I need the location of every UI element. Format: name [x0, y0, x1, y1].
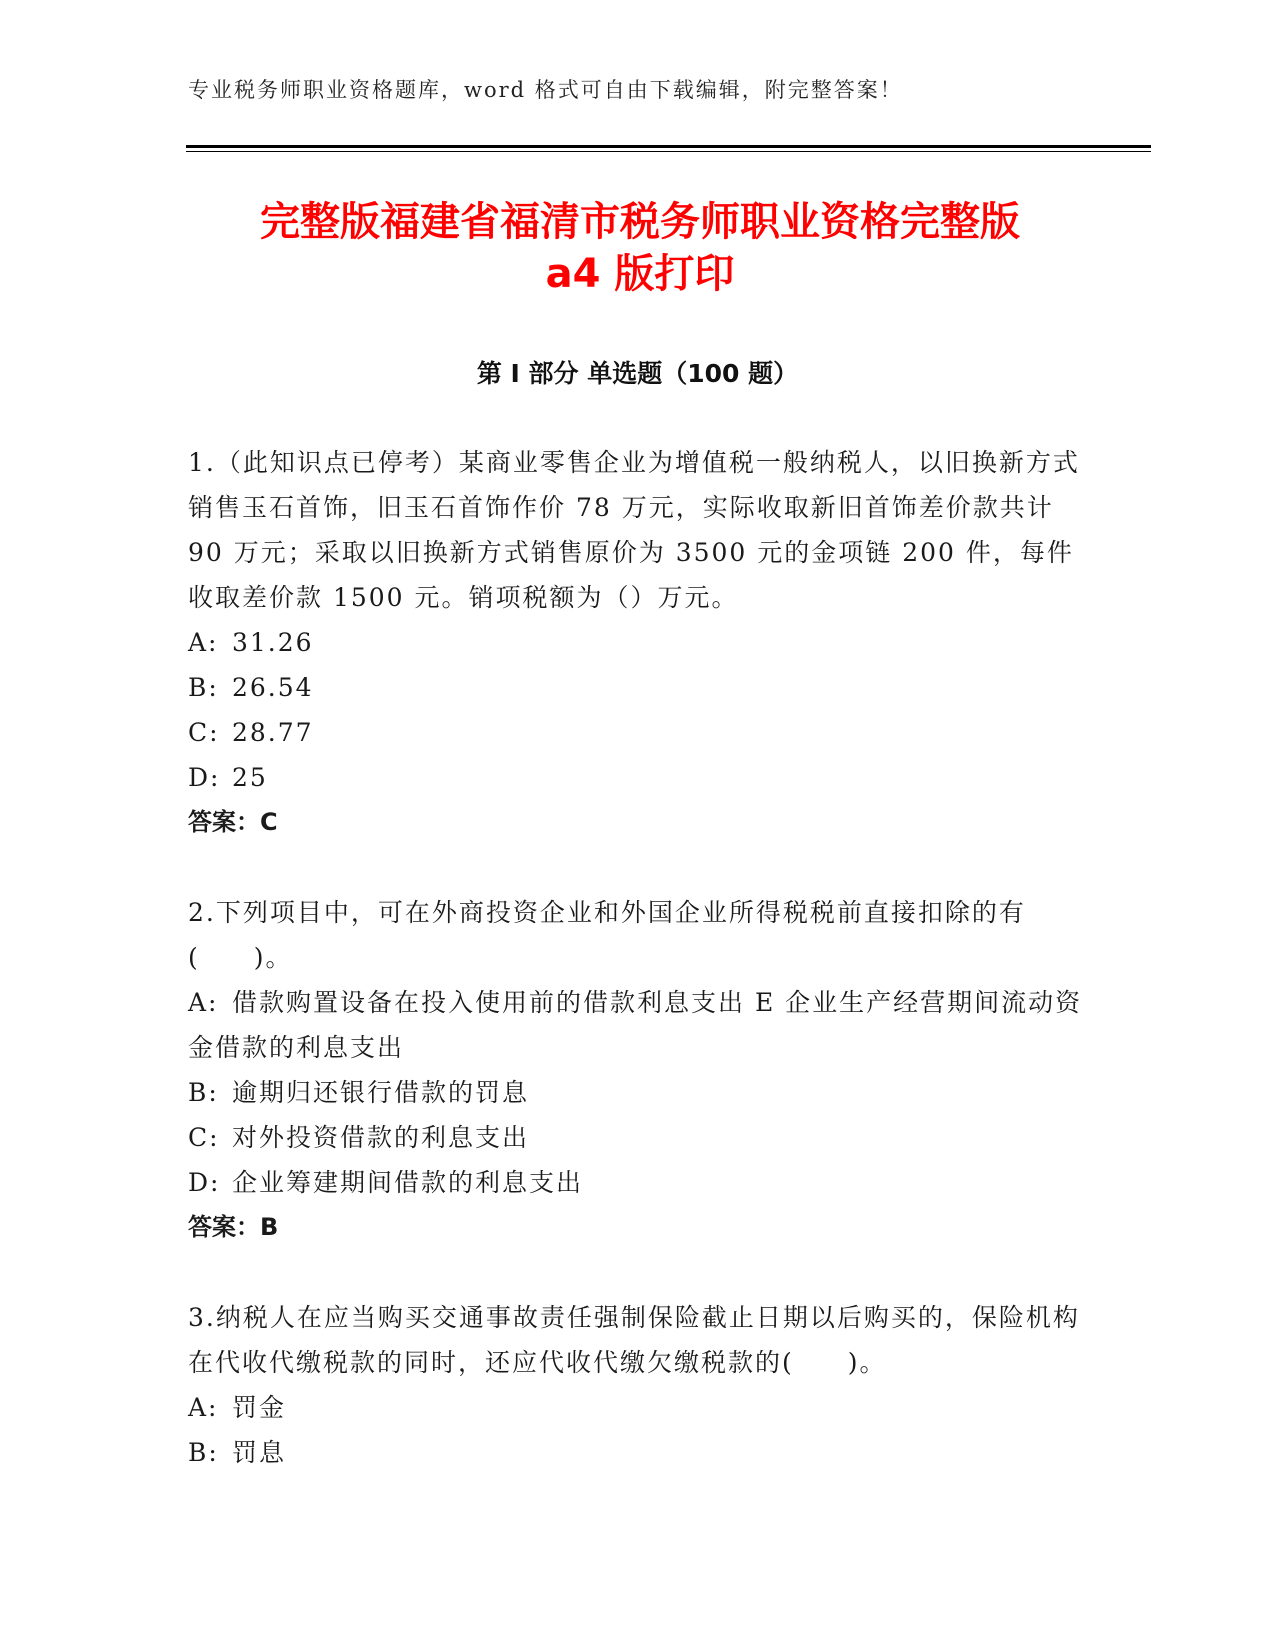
option-text: 企业筹建期间借款的利息支出 [232, 1168, 584, 1197]
option-b [188, 665, 1088, 710]
answer: 答案：C [188, 808, 278, 836]
option-c [188, 1115, 1088, 1160]
option-text: 罚息 [232, 1438, 287, 1467]
header-rule-thick [186, 145, 1151, 148]
option-b [188, 1430, 1088, 1475]
option-letter: B: [188, 1438, 219, 1467]
option-d [188, 755, 1088, 800]
option-letter: A: [188, 1393, 219, 1422]
document-title-line-1: 完整版福建省福清市税务师职业资格完整版 [260, 199, 1020, 245]
option-letter: D: [188, 763, 221, 792]
option-text: 28.77 [232, 718, 314, 747]
option-b [188, 1070, 1088, 1115]
option-letter: A: [188, 628, 219, 657]
document-title [140, 196, 1140, 300]
option-a [188, 980, 1088, 1070]
option-d [188, 1160, 1088, 1205]
section-title: 第 I 部分 单选题（100 题） [476, 359, 799, 388]
option-letter: B: [188, 1078, 219, 1107]
question-stem: 3.纳税人在应当购买交通事故责任强制保险截止日期以后购买的，保险机构在代收代缴税款的同时，还应代收代缴欠缴税款的( )。 [188, 1303, 1080, 1377]
option-text: 31.26 [232, 628, 314, 657]
option-a [188, 1385, 1088, 1430]
option-letter: B: [188, 673, 219, 702]
option-c [188, 710, 1088, 755]
option-text: 26.54 [232, 673, 314, 702]
option-text: 对外投资借款的利息支出 [232, 1123, 530, 1152]
option-text: 25 [232, 763, 268, 792]
option-letter: D: [188, 1168, 221, 1197]
question-1 [188, 440, 1088, 845]
option-letter: A: [188, 988, 219, 1017]
header-rule-thin [186, 151, 1151, 152]
question-2 [188, 890, 1088, 1250]
option-a [188, 620, 1088, 665]
option-text: 逾期归还银行借款的罚息 [232, 1078, 530, 1107]
question-stem: 1.（此知识点已停考）某商业零售企业为增值税一般纳税人，以旧换新方式销售玉石首饰，旧玉石首饰作价 78 万元，实际收取新旧首饰差价款共计 90 万元；采取以旧换新方式销售原价为 3500 元的金项链 200 件，每件收取差价款 1500 元。销项税额为（）万元。 [188, 448, 1080, 612]
option-letter: C: [188, 718, 220, 747]
question-list [188, 440, 1088, 1520]
question-3 [188, 1295, 1088, 1475]
option-letter: C: [188, 1123, 220, 1152]
answer: 答案：B [188, 1213, 279, 1241]
header-note: 专业税务师职业资格题库，word 格式可自由下载编辑，附完整答案！ [188, 78, 903, 102]
document-title-line-2: a4 版打印 [545, 251, 735, 297]
question-stem: 2.下列项目中，可在外商投资企业和外国企业所得税税前直接扣除的有( )。 [188, 898, 1026, 972]
option-text: 罚金 [232, 1393, 287, 1422]
option-text: 借款购置设备在投入使用前的借款利息支出 E 企业生产经营期间流动资金借款的利息支出 [188, 988, 1083, 1062]
